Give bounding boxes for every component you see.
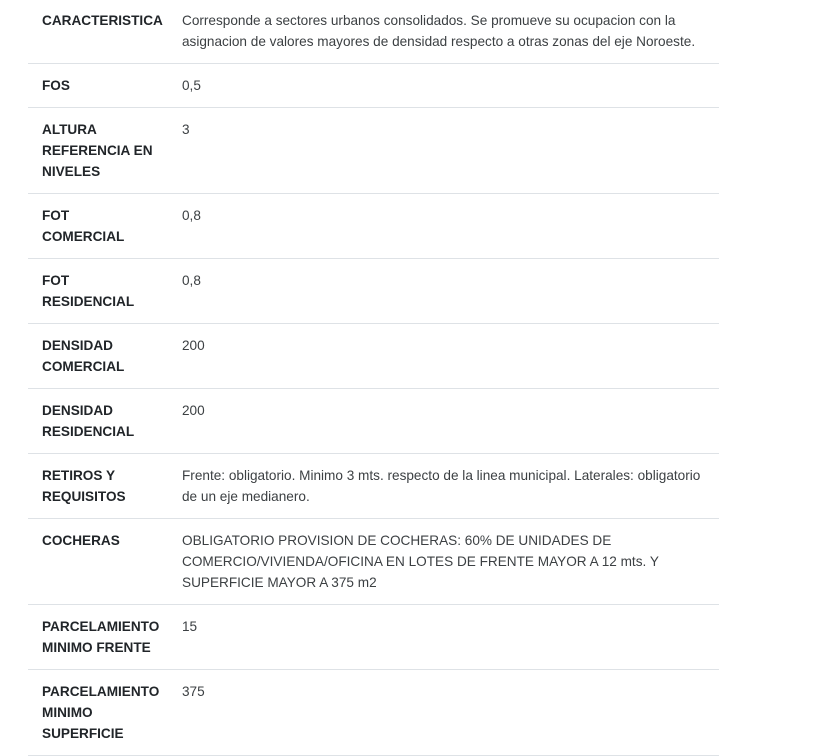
row-label-fot-residencial: FOT RESIDENCIAL xyxy=(28,259,169,324)
row-value-densidad-residencial: 200 xyxy=(169,389,719,454)
table-row xyxy=(28,389,719,454)
table-row xyxy=(28,324,719,389)
row-label-caracteristica: CARACTERISTICA xyxy=(28,0,169,64)
table-row xyxy=(28,259,719,324)
table-row xyxy=(28,670,719,756)
row-label-fot-comercial: FOT COMERCIAL xyxy=(28,194,169,259)
zoning-parameters-table xyxy=(28,0,719,756)
row-label-altura: ALTURA REFERENCIA EN NIVELES xyxy=(28,108,169,194)
row-value-cocheras: OBLIGATORIO PROVISION DE COCHERAS: 60% DE UNIDADES DE COMERCIO/VIVIENDA/OFICINA EN LOTES DE FRENTE MAYOR A 12 mts. Y SUPERFICIE MAYOR A 375 m2 xyxy=(169,519,719,605)
row-label-densidad-residencial: DENSIDAD RESIDENCIAL xyxy=(28,389,169,454)
row-label-parcelamiento-superficie: PARCELAMIENTO MINIMO SUPERFICIE xyxy=(28,670,169,756)
row-label-cocheras: COCHERAS xyxy=(28,519,169,605)
row-value-fot-residencial: 0,8 xyxy=(169,259,719,324)
table-row xyxy=(28,194,719,259)
row-label-densidad-comercial: DENSIDAD COMERCIAL xyxy=(28,324,169,389)
table-row xyxy=(28,108,719,194)
table-row xyxy=(28,0,719,64)
table-row xyxy=(28,519,719,605)
row-value-densidad-comercial: 200 xyxy=(169,324,719,389)
row-value-fos: 0,5 xyxy=(169,64,719,108)
table-row xyxy=(28,64,719,108)
table-row xyxy=(28,605,719,670)
table-row xyxy=(28,454,719,519)
row-value-fot-comercial: 0,8 xyxy=(169,194,719,259)
row-label-retiros: RETIROS Y REQUISITOS xyxy=(28,454,169,519)
row-label-fos: FOS xyxy=(28,64,169,108)
row-value-caracteristica: Corresponde a sectores urbanos consolidados. Se promueve su ocupacion con la asignacion de valores mayores de densidad respecto a otras zonas del eje Noroeste. xyxy=(169,0,719,64)
row-label-parcelamiento-frente: PARCELAMIENTO MINIMO FRENTE xyxy=(28,605,169,670)
row-value-parcelamiento-frente: 15 xyxy=(169,605,719,670)
row-value-altura: 3 xyxy=(169,108,719,194)
row-value-parcelamiento-superficie: 375 xyxy=(169,670,719,756)
row-value-retiros: Frente: obligatorio. Minimo 3 mts. respecto de la linea municipal. Laterales: obligatorio de un eje medianero. xyxy=(169,454,719,519)
